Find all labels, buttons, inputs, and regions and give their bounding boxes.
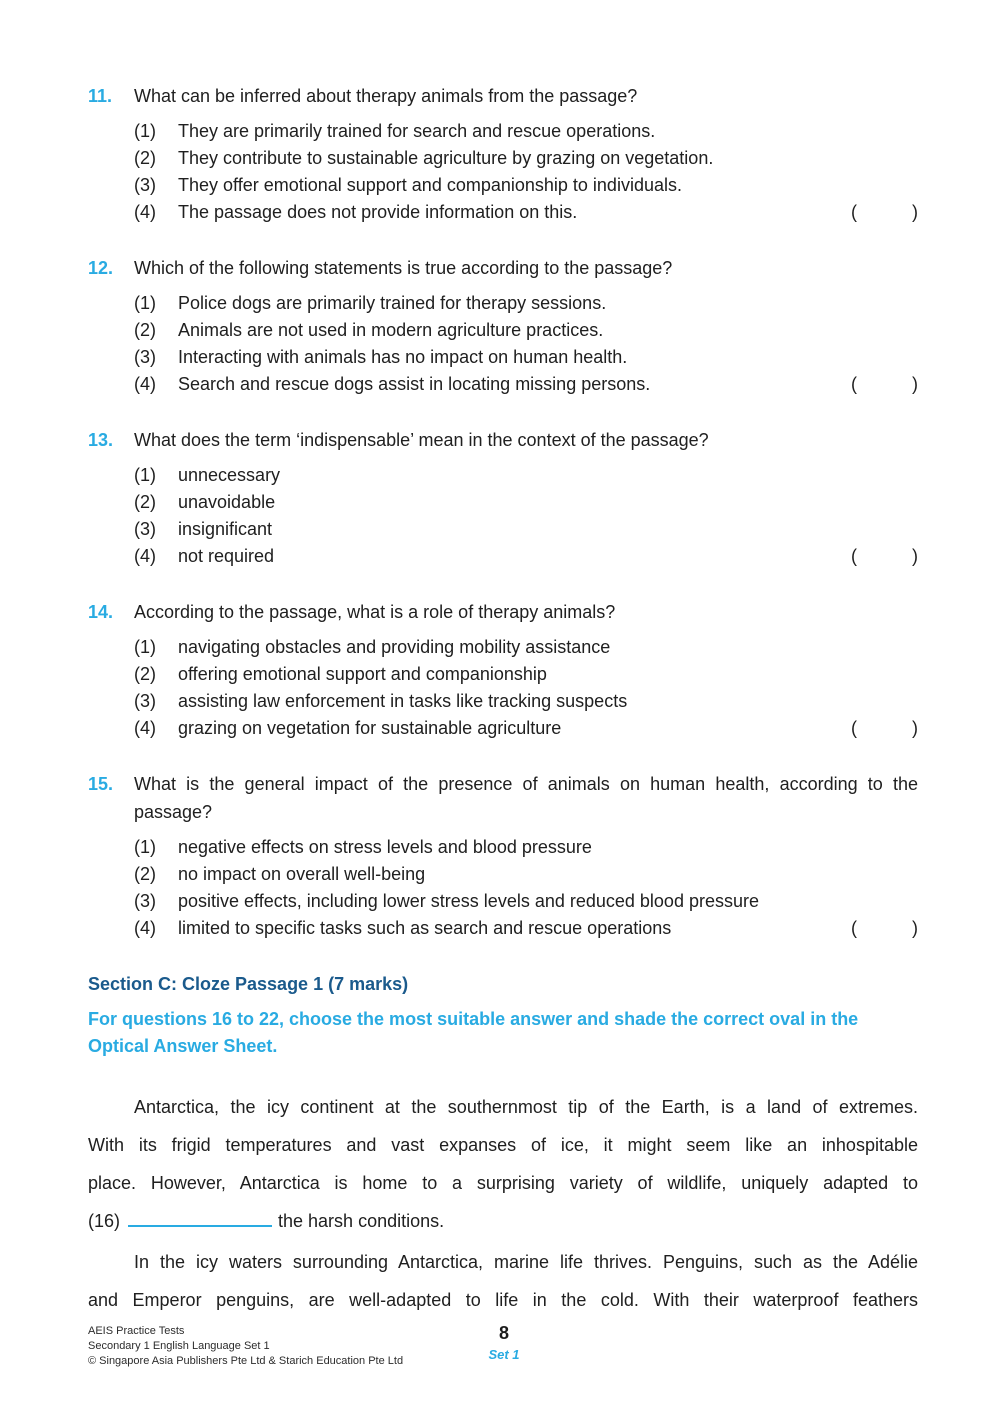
question-text: What can be inferred about therapy animals from the passage?	[134, 86, 638, 106]
footer-page-info	[88, 1324, 920, 1362]
option-number: (4)	[134, 918, 156, 938]
passage-line: place. However, Antarctica is home to a surprising variety of wildlife, uniquely adapted to	[88, 1173, 918, 1193]
cloze-blank-line	[88, 1202, 918, 1240]
option-text: negative effects on stress levels and blood pressure	[178, 837, 592, 857]
option-number: (1)	[134, 637, 156, 657]
option-text: They are primarily trained for search and rescue operations.	[178, 121, 656, 141]
option-text: They contribute to sustainable agriculture by grazing on vegetation.	[178, 148, 714, 168]
option-number: (2)	[134, 864, 156, 884]
answer-brackets	[851, 715, 918, 742]
option-row	[134, 634, 918, 661]
question-text: What does the term ‘indispensable’ mean in the context of the passage?	[134, 430, 709, 450]
option-number: (4)	[134, 374, 156, 394]
answer-bracket-close: )	[912, 918, 918, 938]
answer-bracket-close: )	[912, 718, 918, 738]
option-number: (1)	[134, 293, 156, 313]
option-number: (3)	[134, 519, 156, 539]
answer-bracket-close: )	[912, 202, 918, 222]
question-item-13	[88, 426, 918, 570]
option-row	[134, 688, 918, 715]
option-text: navigating obstacles and providing mobility assistance	[178, 637, 611, 657]
option-number: (2)	[134, 492, 156, 512]
answer-bracket-open: (	[851, 546, 857, 566]
passage-line: Antarctica, the icy continent at the southernmost tip of the Earth, is a land of extremes.	[134, 1097, 918, 1117]
section-c-heading: Section C: Cloze Passage 1 (7 marks)	[88, 974, 409, 994]
option-number: (1)	[134, 121, 156, 141]
answer-bracket-open: (	[851, 918, 857, 938]
document-page	[88, 0, 918, 1319]
option-row	[134, 371, 918, 398]
option-text: offering emotional support and companionship	[178, 664, 547, 684]
option-number: (2)	[134, 664, 156, 684]
answer-bracket-close: )	[912, 546, 918, 566]
question-body	[134, 426, 918, 570]
cloze-paragraph-1	[88, 1088, 918, 1240]
set-label: Set 1	[488, 1347, 520, 1362]
answer-bracket-open: (	[851, 718, 857, 738]
cloze-blank-16-underline	[128, 1214, 272, 1227]
option-number: (4)	[134, 718, 156, 738]
options-list	[134, 462, 918, 570]
passage-text-after-blank: the harsh conditions.	[278, 1211, 445, 1231]
passage-line: and Emperor penguins, are well-adapted to life in the cold. With their waterproof feathers	[88, 1290, 918, 1310]
question-body	[134, 770, 918, 942]
cloze-paragraph-2	[88, 1243, 918, 1319]
question-text: passage?	[134, 802, 213, 822]
options-list	[134, 118, 918, 226]
cloze-passage	[88, 1088, 918, 1319]
option-row	[134, 199, 918, 226]
footer-copyright: © Singapore Asia Publishers Pte Ltd & Starich Education Pte Ltd	[88, 1355, 404, 1367]
option-number: (3)	[134, 347, 156, 367]
option-row	[134, 317, 918, 344]
option-row	[134, 834, 918, 861]
option-number: (2)	[134, 320, 156, 340]
options-list	[134, 834, 918, 942]
option-number: (4)	[134, 546, 156, 566]
option-text: Interacting with animals has no impact on human health.	[178, 347, 628, 367]
blank-number-label: (16)	[88, 1211, 121, 1231]
option-number: (3)	[134, 691, 156, 711]
question-number: 14.	[88, 602, 114, 622]
option-number: (2)	[134, 148, 156, 168]
question-text: According to the passage, what is a role of therapy animals?	[134, 602, 616, 622]
option-row	[134, 516, 918, 543]
option-number: (3)	[134, 175, 156, 195]
option-text: insignificant	[178, 519, 273, 539]
option-row	[134, 661, 918, 688]
question-body	[134, 254, 918, 398]
footer-book-title: AEIS Practice Tests	[88, 1325, 185, 1337]
options-list	[134, 290, 918, 398]
option-row	[134, 715, 918, 742]
question-body	[134, 598, 918, 742]
option-row	[134, 915, 918, 942]
option-row	[134, 118, 918, 145]
answer-brackets	[851, 199, 918, 226]
option-text: Animals are not used in modern agriculture practices.	[178, 320, 604, 340]
question-number: 13.	[88, 430, 114, 450]
section-c-instructions: For questions 16 to 22, choose the most suitable answer and shade the correct oval in the Optical Answer Sheet.	[88, 1009, 859, 1056]
option-row	[134, 145, 918, 172]
page-number: 8	[498, 1323, 509, 1343]
footer-paper-title: Secondary 1 English Language Set 1	[88, 1340, 270, 1352]
question-item-11	[88, 82, 918, 226]
question-text: What is the general impact of the presence of animals on human health, according to the	[134, 774, 918, 794]
option-text: unavoidable	[178, 492, 276, 512]
question-body	[134, 82, 918, 226]
question-item-12	[88, 254, 918, 398]
answer-bracket-open: (	[851, 202, 857, 222]
answer-brackets	[851, 371, 918, 398]
option-row	[134, 290, 918, 317]
option-text: positive effects, including lower stress levels and reduced blood pressure	[178, 891, 759, 911]
question-number: 15.	[88, 774, 114, 794]
question-number: 11.	[88, 86, 113, 106]
option-text: assisting law enforcement in tasks like tracking suspects	[178, 691, 628, 711]
option-text: limited to specific tasks such as search and rescue operations	[178, 918, 672, 938]
question-text: Which of the following statements is true according to the passage?	[134, 258, 673, 278]
passage-line: With its frigid temperatures and vast expanses of ice, it might seem like an inhospitable	[88, 1135, 918, 1155]
question-item-14	[88, 598, 918, 742]
option-text: unnecessary	[178, 465, 281, 485]
answer-brackets	[851, 543, 918, 570]
answer-brackets	[851, 915, 918, 942]
option-text: The passage does not provide information on this.	[178, 202, 578, 222]
option-text: They offer emotional support and companionship to individuals.	[178, 175, 682, 195]
option-text: grazing on vegetation for sustainable agriculture	[178, 718, 562, 738]
option-row	[134, 489, 918, 516]
option-row	[134, 543, 918, 570]
option-text: Police dogs are primarily trained for therapy sessions.	[178, 293, 607, 313]
page-footer	[88, 1324, 920, 1369]
option-row	[134, 344, 918, 371]
options-list	[134, 634, 918, 742]
option-number: (1)	[134, 465, 156, 485]
option-number: (3)	[134, 891, 156, 911]
option-row	[134, 861, 918, 888]
option-text: no impact on overall well-being	[178, 864, 426, 884]
question-number: 12.	[88, 258, 114, 278]
option-text: Search and rescue dogs assist in locating missing persons.	[178, 374, 651, 394]
option-row	[134, 462, 918, 489]
option-number: (1)	[134, 837, 156, 857]
question-item-15	[88, 770, 918, 942]
option-text: not required	[178, 546, 275, 566]
option-number: (4)	[134, 202, 156, 222]
questions-section	[88, 0, 918, 942]
answer-bracket-close: )	[912, 374, 918, 394]
option-row	[134, 888, 918, 915]
answer-bracket-open: (	[851, 374, 857, 394]
option-row	[134, 172, 918, 199]
passage-line: In the icy waters surrounding Antarctica, marine life thrives. Penguins, such as the Adélie	[134, 1252, 918, 1272]
